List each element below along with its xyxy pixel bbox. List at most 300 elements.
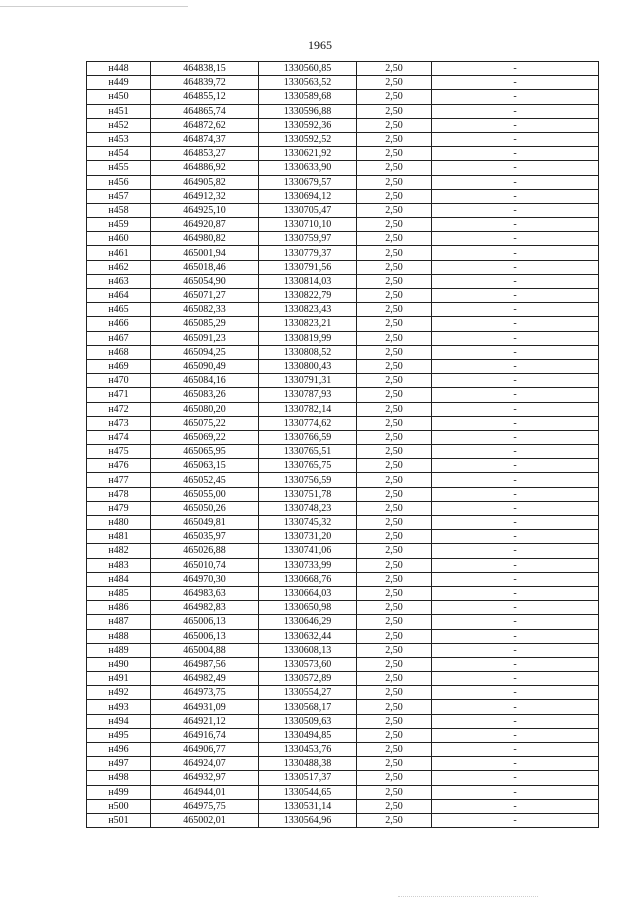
- y-coordinate-cell: 1330808,52: [259, 345, 357, 359]
- point-id-cell: н489: [87, 643, 151, 657]
- table-row: [87, 161, 599, 175]
- accuracy-cell: 2,50: [357, 501, 432, 515]
- y-coordinate-cell: 1330823,43: [259, 303, 357, 317]
- accuracy-cell: 2,50: [357, 643, 432, 657]
- accuracy-cell: 2,50: [357, 473, 432, 487]
- x-coordinate-cell: 464975,75: [151, 799, 259, 813]
- y-coordinate-cell: 1330596,88: [259, 104, 357, 118]
- point-id-cell: н472: [87, 402, 151, 416]
- y-coordinate-cell: 1330564,96: [259, 813, 357, 827]
- accuracy-cell: 2,50: [357, 813, 432, 827]
- point-id-cell: н461: [87, 246, 151, 260]
- point-id-cell: н483: [87, 558, 151, 572]
- y-coordinate-cell: 1330779,37: [259, 246, 357, 260]
- x-coordinate-cell: 465006,13: [151, 629, 259, 643]
- table-row: [87, 714, 599, 728]
- table-row: [87, 203, 599, 217]
- table-row: [87, 317, 599, 331]
- point-id-cell: н471: [87, 388, 151, 402]
- table-row: [87, 218, 599, 232]
- point-id-cell: н484: [87, 572, 151, 586]
- y-coordinate-cell: 1330679,57: [259, 175, 357, 189]
- point-id-cell: н501: [87, 813, 151, 827]
- description-cell: -: [432, 445, 599, 459]
- description-cell: -: [432, 374, 599, 388]
- x-coordinate-cell: 464920,87: [151, 218, 259, 232]
- point-id-cell: н450: [87, 90, 151, 104]
- y-coordinate-cell: 1330544,65: [259, 785, 357, 799]
- table-row: [87, 743, 599, 757]
- accuracy-cell: 2,50: [357, 161, 432, 175]
- accuracy-cell: 2,50: [357, 416, 432, 430]
- accuracy-cell: 2,50: [357, 586, 432, 600]
- table-row: [87, 175, 599, 189]
- description-cell: -: [432, 629, 599, 643]
- description-cell: -: [432, 686, 599, 700]
- y-coordinate-cell: 1330633,90: [259, 161, 357, 175]
- table-row: [87, 785, 599, 799]
- x-coordinate-cell: 464872,62: [151, 118, 259, 132]
- point-id-cell: н448: [87, 62, 151, 76]
- accuracy-cell: 2,50: [357, 331, 432, 345]
- point-id-cell: н498: [87, 771, 151, 785]
- x-coordinate-cell: 464916,74: [151, 728, 259, 742]
- table-row: [87, 757, 599, 771]
- y-coordinate-cell: 1330517,37: [259, 771, 357, 785]
- y-coordinate-cell: 1330814,03: [259, 274, 357, 288]
- description-cell: -: [432, 260, 599, 274]
- accuracy-cell: 2,50: [357, 430, 432, 444]
- description-cell: -: [432, 430, 599, 444]
- accuracy-cell: 2,50: [357, 62, 432, 76]
- point-id-cell: н469: [87, 359, 151, 373]
- description-cell: -: [432, 416, 599, 430]
- accuracy-cell: 2,50: [357, 572, 432, 586]
- table-row: [87, 359, 599, 373]
- accuracy-cell: 2,50: [357, 445, 432, 459]
- point-id-cell: н497: [87, 757, 151, 771]
- accuracy-cell: 2,50: [357, 90, 432, 104]
- x-coordinate-cell: 464932,97: [151, 771, 259, 785]
- point-id-cell: н493: [87, 700, 151, 714]
- accuracy-cell: 2,50: [357, 76, 432, 90]
- y-coordinate-cell: 1330782,14: [259, 402, 357, 416]
- x-coordinate-cell: 465069,22: [151, 430, 259, 444]
- table-row: [87, 487, 599, 501]
- x-coordinate-cell: 464906,77: [151, 743, 259, 757]
- y-coordinate-cell: 1330668,76: [259, 572, 357, 586]
- scan-mark-bottom: [398, 896, 538, 897]
- table-row: [87, 530, 599, 544]
- point-id-cell: н496: [87, 743, 151, 757]
- description-cell: -: [432, 317, 599, 331]
- point-id-cell: н479: [87, 501, 151, 515]
- point-id-cell: н464: [87, 289, 151, 303]
- table-row: [87, 501, 599, 515]
- description-cell: -: [432, 303, 599, 317]
- y-coordinate-cell: 1330765,75: [259, 459, 357, 473]
- x-coordinate-cell: 465002,01: [151, 813, 259, 827]
- description-cell: -: [432, 473, 599, 487]
- description-cell: -: [432, 615, 599, 629]
- y-coordinate-cell: 1330632,44: [259, 629, 357, 643]
- y-coordinate-cell: 1330488,38: [259, 757, 357, 771]
- table-row: [87, 76, 599, 90]
- table-row: [87, 345, 599, 359]
- y-coordinate-cell: 1330710,10: [259, 218, 357, 232]
- accuracy-cell: 2,50: [357, 374, 432, 388]
- description-cell: -: [432, 743, 599, 757]
- description-cell: -: [432, 785, 599, 799]
- description-cell: -: [432, 118, 599, 132]
- point-id-cell: н452: [87, 118, 151, 132]
- point-id-cell: н490: [87, 657, 151, 671]
- description-cell: -: [432, 359, 599, 373]
- table-row: [87, 643, 599, 657]
- y-coordinate-cell: 1330774,62: [259, 416, 357, 430]
- description-cell: -: [432, 402, 599, 416]
- accuracy-cell: 2,50: [357, 388, 432, 402]
- table-row: [87, 516, 599, 530]
- description-cell: -: [432, 459, 599, 473]
- x-coordinate-cell: 465075,22: [151, 416, 259, 430]
- x-coordinate-cell: 465071,27: [151, 289, 259, 303]
- accuracy-cell: 2,50: [357, 516, 432, 530]
- table-row: [87, 813, 599, 827]
- description-cell: -: [432, 501, 599, 515]
- accuracy-cell: 2,50: [357, 601, 432, 615]
- y-coordinate-cell: 1330733,99: [259, 558, 357, 572]
- description-cell: -: [432, 487, 599, 501]
- y-coordinate-cell: 1330694,12: [259, 189, 357, 203]
- point-id-cell: н465: [87, 303, 151, 317]
- x-coordinate-cell: 465010,74: [151, 558, 259, 572]
- point-id-cell: н473: [87, 416, 151, 430]
- point-id-cell: н476: [87, 459, 151, 473]
- table-row: [87, 402, 599, 416]
- x-coordinate-cell: 464886,92: [151, 161, 259, 175]
- x-coordinate-cell: 464839,72: [151, 76, 259, 90]
- x-coordinate-cell: 464838,15: [151, 62, 259, 76]
- point-id-cell: н495: [87, 728, 151, 742]
- accuracy-cell: 2,50: [357, 317, 432, 331]
- y-coordinate-cell: 1330751,78: [259, 487, 357, 501]
- point-id-cell: н492: [87, 686, 151, 700]
- accuracy-cell: 2,50: [357, 615, 432, 629]
- table-row: [87, 544, 599, 558]
- y-coordinate-cell: 1330453,76: [259, 743, 357, 757]
- table-row: [87, 473, 599, 487]
- y-coordinate-cell: 1330560,85: [259, 62, 357, 76]
- point-id-cell: н459: [87, 218, 151, 232]
- accuracy-cell: 2,50: [357, 232, 432, 246]
- description-cell: -: [432, 813, 599, 827]
- point-id-cell: н474: [87, 430, 151, 444]
- point-id-cell: н462: [87, 260, 151, 274]
- description-cell: -: [432, 771, 599, 785]
- y-coordinate-cell: 1330592,36: [259, 118, 357, 132]
- y-coordinate-cell: 1330756,59: [259, 473, 357, 487]
- point-id-cell: н456: [87, 175, 151, 189]
- point-id-cell: н457: [87, 189, 151, 203]
- x-coordinate-cell: 464925,10: [151, 203, 259, 217]
- description-cell: -: [432, 218, 599, 232]
- y-coordinate-cell: 1330705,47: [259, 203, 357, 217]
- x-coordinate-cell: 465094,25: [151, 345, 259, 359]
- accuracy-cell: 2,50: [357, 203, 432, 217]
- table-row: [87, 672, 599, 686]
- point-id-cell: н449: [87, 76, 151, 90]
- description-cell: -: [432, 274, 599, 288]
- table-row: [87, 686, 599, 700]
- accuracy-cell: 2,50: [357, 132, 432, 146]
- description-cell: -: [432, 62, 599, 76]
- accuracy-cell: 2,50: [357, 260, 432, 274]
- description-cell: -: [432, 90, 599, 104]
- accuracy-cell: 2,50: [357, 246, 432, 260]
- description-cell: -: [432, 643, 599, 657]
- x-coordinate-cell: 465054,90: [151, 274, 259, 288]
- accuracy-cell: 2,50: [357, 289, 432, 303]
- accuracy-cell: 2,50: [357, 402, 432, 416]
- accuracy-cell: 2,50: [357, 657, 432, 671]
- y-coordinate-cell: 1330563,52: [259, 76, 357, 90]
- point-id-cell: н486: [87, 601, 151, 615]
- x-coordinate-cell: 464944,01: [151, 785, 259, 799]
- y-coordinate-cell: 1330765,51: [259, 445, 357, 459]
- table-row: [87, 260, 599, 274]
- table-row: [87, 90, 599, 104]
- x-coordinate-cell: 464987,56: [151, 657, 259, 671]
- accuracy-cell: 2,50: [357, 629, 432, 643]
- description-cell: -: [432, 530, 599, 544]
- point-id-cell: н477: [87, 473, 151, 487]
- accuracy-cell: 2,50: [357, 686, 432, 700]
- description-cell: -: [432, 388, 599, 402]
- x-coordinate-cell: 464905,82: [151, 175, 259, 189]
- description-cell: -: [432, 516, 599, 530]
- x-coordinate-cell: 464924,07: [151, 757, 259, 771]
- accuracy-cell: 2,50: [357, 274, 432, 288]
- point-id-cell: н451: [87, 104, 151, 118]
- x-coordinate-cell: 465050,26: [151, 501, 259, 515]
- accuracy-cell: 2,50: [357, 359, 432, 373]
- accuracy-cell: 2,50: [357, 728, 432, 742]
- table-row: [87, 416, 599, 430]
- accuracy-cell: 2,50: [357, 785, 432, 799]
- x-coordinate-cell: 464874,37: [151, 132, 259, 146]
- point-id-cell: н466: [87, 317, 151, 331]
- coordinates-table-body: [87, 62, 599, 828]
- y-coordinate-cell: 1330608,13: [259, 643, 357, 657]
- y-coordinate-cell: 1330741,06: [259, 544, 357, 558]
- table-row: [87, 232, 599, 246]
- x-coordinate-cell: 465084,16: [151, 374, 259, 388]
- x-coordinate-cell: 465055,00: [151, 487, 259, 501]
- y-coordinate-cell: 1330531,14: [259, 799, 357, 813]
- accuracy-cell: 2,50: [357, 714, 432, 728]
- x-coordinate-cell: 465026,88: [151, 544, 259, 558]
- point-id-cell: н470: [87, 374, 151, 388]
- y-coordinate-cell: 1330766,59: [259, 430, 357, 444]
- page-number: 1965: [308, 38, 332, 52]
- description-cell: -: [432, 246, 599, 260]
- x-coordinate-cell: 465090,49: [151, 359, 259, 373]
- y-coordinate-cell: 1330787,93: [259, 388, 357, 402]
- table-row: [87, 189, 599, 203]
- point-id-cell: н494: [87, 714, 151, 728]
- table-row: [87, 104, 599, 118]
- x-coordinate-cell: 465085,29: [151, 317, 259, 331]
- table-row: [87, 657, 599, 671]
- y-coordinate-cell: 1330573,60: [259, 657, 357, 671]
- table-row: [87, 303, 599, 317]
- description-cell: -: [432, 757, 599, 771]
- coordinates-table: [86, 61, 599, 828]
- point-id-cell: н460: [87, 232, 151, 246]
- table-row: [87, 374, 599, 388]
- point-id-cell: н481: [87, 530, 151, 544]
- table-row: [87, 615, 599, 629]
- x-coordinate-cell: 465004,88: [151, 643, 259, 657]
- table-row: [87, 799, 599, 813]
- description-cell: -: [432, 345, 599, 359]
- x-coordinate-cell: 465035,97: [151, 530, 259, 544]
- x-coordinate-cell: 464982,49: [151, 672, 259, 686]
- description-cell: -: [432, 572, 599, 586]
- point-id-cell: н478: [87, 487, 151, 501]
- description-cell: -: [432, 175, 599, 189]
- y-coordinate-cell: 1330745,32: [259, 516, 357, 530]
- accuracy-cell: 2,50: [357, 757, 432, 771]
- y-coordinate-cell: 1330589,68: [259, 90, 357, 104]
- y-coordinate-cell: 1330568,17: [259, 700, 357, 714]
- accuracy-cell: 2,50: [357, 104, 432, 118]
- y-coordinate-cell: 1330822,79: [259, 289, 357, 303]
- y-coordinate-cell: 1330731,20: [259, 530, 357, 544]
- description-cell: -: [432, 700, 599, 714]
- scan-mark-top: [0, 6, 188, 7]
- accuracy-cell: 2,50: [357, 558, 432, 572]
- x-coordinate-cell: 464912,32: [151, 189, 259, 203]
- description-cell: -: [432, 728, 599, 742]
- description-cell: -: [432, 601, 599, 615]
- description-cell: -: [432, 799, 599, 813]
- y-coordinate-cell: 1330759,97: [259, 232, 357, 246]
- point-id-cell: н499: [87, 785, 151, 799]
- table-row: [87, 274, 599, 288]
- point-id-cell: н458: [87, 203, 151, 217]
- point-id-cell: н453: [87, 132, 151, 146]
- y-coordinate-cell: 1330646,29: [259, 615, 357, 629]
- table-row: [87, 572, 599, 586]
- description-cell: -: [432, 657, 599, 671]
- accuracy-cell: 2,50: [357, 189, 432, 203]
- y-coordinate-cell: 1330800,43: [259, 359, 357, 373]
- x-coordinate-cell: 465065,95: [151, 445, 259, 459]
- x-coordinate-cell: 465063,15: [151, 459, 259, 473]
- y-coordinate-cell: 1330554,27: [259, 686, 357, 700]
- table-row: [87, 728, 599, 742]
- description-cell: -: [432, 331, 599, 345]
- y-coordinate-cell: 1330819,99: [259, 331, 357, 345]
- y-coordinate-cell: 1330621,92: [259, 147, 357, 161]
- table-row: [87, 147, 599, 161]
- description-cell: -: [432, 558, 599, 572]
- x-coordinate-cell: 465001,94: [151, 246, 259, 260]
- table-row: [87, 601, 599, 615]
- x-coordinate-cell: 465052,45: [151, 473, 259, 487]
- x-coordinate-cell: 464931,09: [151, 700, 259, 714]
- accuracy-cell: 2,50: [357, 118, 432, 132]
- x-coordinate-cell: 464855,12: [151, 90, 259, 104]
- accuracy-cell: 2,50: [357, 459, 432, 473]
- x-coordinate-cell: 465082,33: [151, 303, 259, 317]
- point-id-cell: н480: [87, 516, 151, 530]
- accuracy-cell: 2,50: [357, 487, 432, 501]
- description-cell: -: [432, 289, 599, 303]
- accuracy-cell: 2,50: [357, 743, 432, 757]
- table-row: [87, 331, 599, 345]
- y-coordinate-cell: 1330791,31: [259, 374, 357, 388]
- table-row: [87, 62, 599, 76]
- accuracy-cell: 2,50: [357, 147, 432, 161]
- y-coordinate-cell: 1330650,98: [259, 601, 357, 615]
- point-id-cell: н454: [87, 147, 151, 161]
- x-coordinate-cell: 465083,26: [151, 388, 259, 402]
- accuracy-cell: 2,50: [357, 175, 432, 189]
- description-cell: -: [432, 672, 599, 686]
- accuracy-cell: 2,50: [357, 530, 432, 544]
- x-coordinate-cell: 465006,13: [151, 615, 259, 629]
- table-row: [87, 459, 599, 473]
- y-coordinate-cell: 1330791,56: [259, 260, 357, 274]
- x-coordinate-cell: 464865,74: [151, 104, 259, 118]
- y-coordinate-cell: 1330494,85: [259, 728, 357, 742]
- description-cell: -: [432, 544, 599, 558]
- x-coordinate-cell: 465091,23: [151, 331, 259, 345]
- description-cell: -: [432, 586, 599, 600]
- point-id-cell: н485: [87, 586, 151, 600]
- table-row: [87, 586, 599, 600]
- description-cell: -: [432, 76, 599, 90]
- table-row: [87, 629, 599, 643]
- y-coordinate-cell: 1330509,63: [259, 714, 357, 728]
- point-id-cell: н491: [87, 672, 151, 686]
- y-coordinate-cell: 1330664,03: [259, 586, 357, 600]
- y-coordinate-cell: 1330823,21: [259, 317, 357, 331]
- y-coordinate-cell: 1330592,52: [259, 132, 357, 146]
- y-coordinate-cell: 1330748,23: [259, 501, 357, 515]
- x-coordinate-cell: 464921,12: [151, 714, 259, 728]
- point-id-cell: н455: [87, 161, 151, 175]
- description-cell: -: [432, 203, 599, 217]
- x-coordinate-cell: 465018,46: [151, 260, 259, 274]
- description-cell: -: [432, 714, 599, 728]
- x-coordinate-cell: 464853,27: [151, 147, 259, 161]
- point-id-cell: н463: [87, 274, 151, 288]
- table-row: [87, 388, 599, 402]
- point-id-cell: н482: [87, 544, 151, 558]
- accuracy-cell: 2,50: [357, 672, 432, 686]
- accuracy-cell: 2,50: [357, 700, 432, 714]
- accuracy-cell: 2,50: [357, 544, 432, 558]
- table-row: [87, 246, 599, 260]
- point-id-cell: н468: [87, 345, 151, 359]
- point-id-cell: н488: [87, 629, 151, 643]
- accuracy-cell: 2,50: [357, 771, 432, 785]
- x-coordinate-cell: 464983,63: [151, 586, 259, 600]
